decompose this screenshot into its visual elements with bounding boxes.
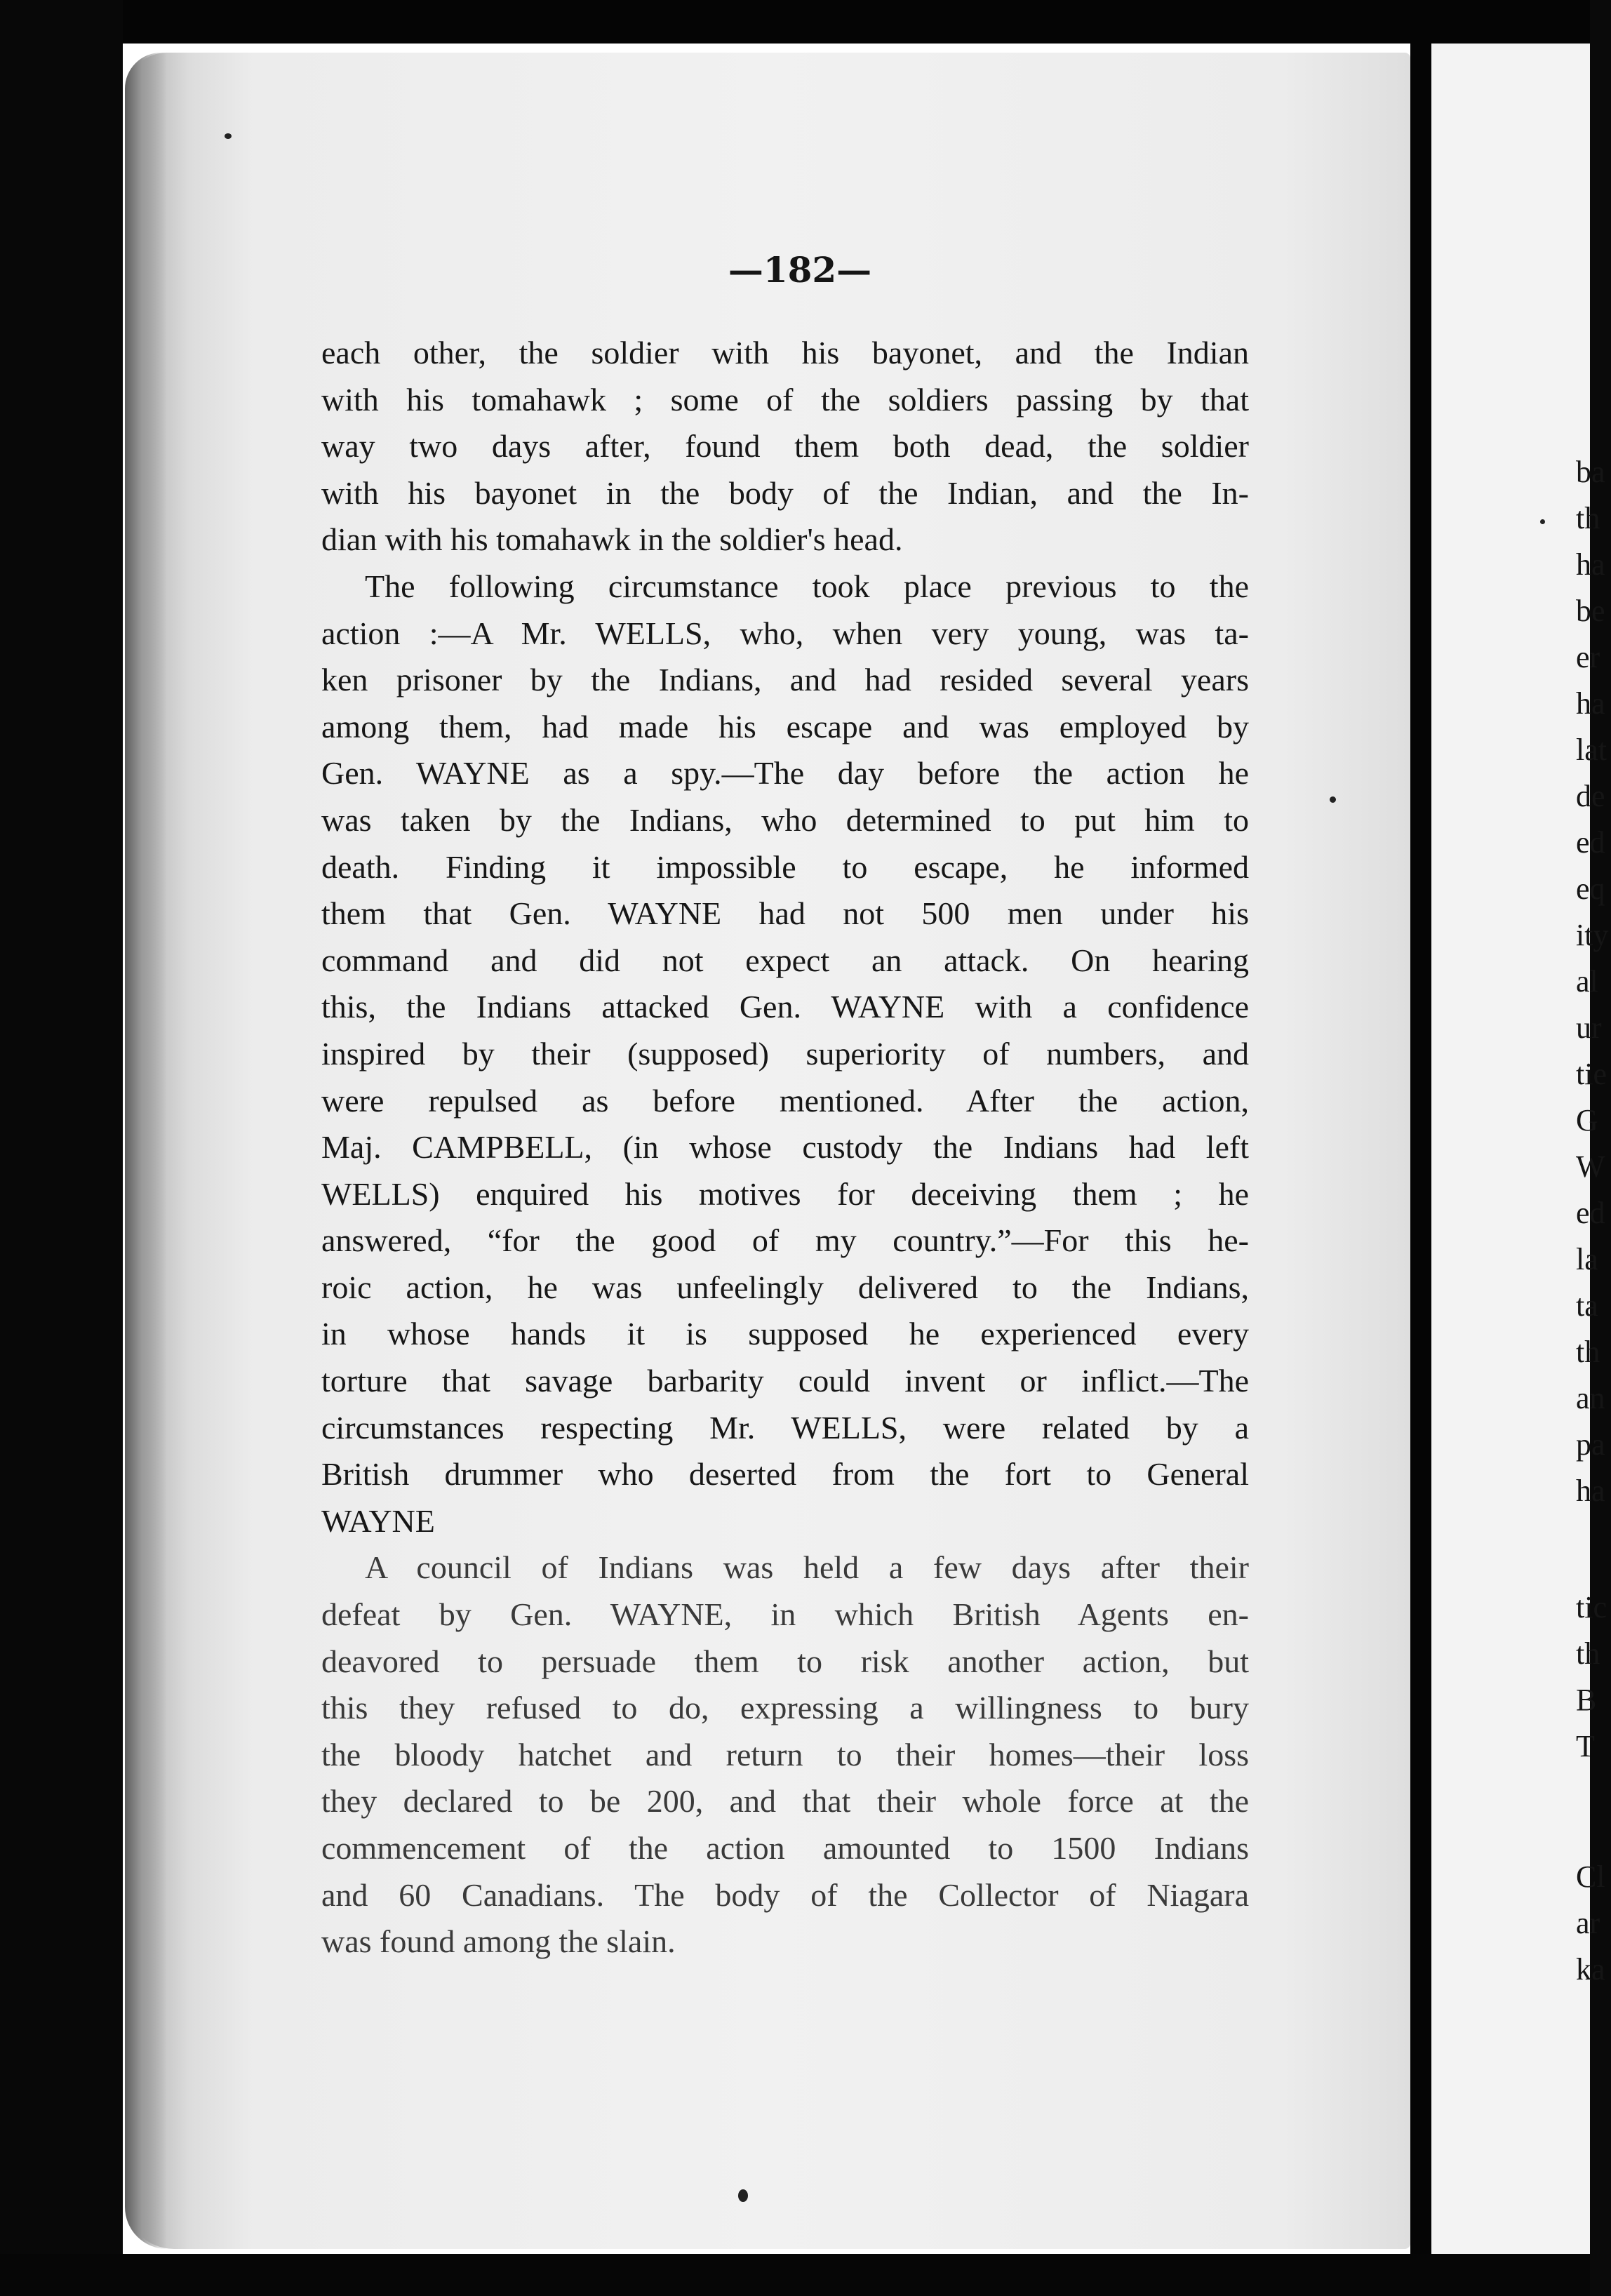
fragment: ed	[1576, 1196, 1605, 1230]
text-line: them that Gen. WAYNE had not 500 men under his	[321, 895, 1249, 932]
text-line: deavored to persuade them to risk another action, but	[321, 1643, 1249, 1679]
fragment: ha	[1576, 547, 1605, 582]
fragment: ha	[1576, 686, 1605, 721]
film-border-left	[0, 0, 123, 2296]
fragment: ed	[1576, 825, 1605, 860]
text-line: was taken by the Indians, who determined to put him to	[321, 801, 1249, 838]
text-line: was found among the slain.	[321, 1923, 676, 1960]
text-line: in whose hands it is supposed he experienced every	[321, 1316, 1249, 1352]
fragment: G	[1576, 1103, 1598, 1137]
fragment-gap	[1576, 1770, 1611, 1854]
text-line: and 60 Canadians. The body of the Collector of Niagara	[321, 1876, 1249, 1913]
ink-speck	[225, 133, 232, 139]
text-line: way two days after, found them both dead, the soldier	[321, 428, 1249, 465]
text-line: WELLS) enquired his motives for deceiving them ; he	[321, 1175, 1249, 1212]
fragment: W	[1576, 1149, 1605, 1184]
text-line: inspired by their (supposed) superiority of numbers, and	[321, 1035, 1249, 1072]
fragment: th	[1576, 1636, 1600, 1671]
book-gutter	[1410, 44, 1431, 2254]
text-line: Gen. WAYNE as a spy.—The day before the action he	[321, 755, 1249, 792]
text-line: A council of Indians was held a few days after their	[365, 1549, 1249, 1586]
text-line: with his bayonet in the body of the Indian, and the In-	[321, 474, 1249, 511]
fragment: an	[1576, 1381, 1605, 1415]
text-line: ken prisoner by the Indians, and had resided several years	[321, 662, 1249, 698]
fragment: la	[1576, 1242, 1598, 1276]
body-text	[321, 330, 1249, 1965]
ink-speck	[738, 2189, 748, 2202]
fragment: Cl	[1576, 1860, 1605, 1894]
page-curl-shadow	[125, 53, 167, 2249]
text-line: command and did not expect an attack. On hearing	[321, 942, 1249, 978]
fragment: lat	[1576, 733, 1607, 767]
fragment: ba	[1576, 455, 1605, 489]
ink-speck	[1540, 519, 1545, 524]
text-line: circumstances respecting Mr. WELLS, were related by a	[321, 1409, 1249, 1446]
next-page-text-fragments	[1576, 449, 1611, 1993]
fragment: pa	[1576, 1427, 1605, 1462]
fragment: th	[1576, 501, 1600, 535]
text-line: death. Finding it impossible to escape, he informed	[321, 848, 1249, 885]
fragment: ka	[1576, 1952, 1605, 1987]
text-line: the bloody hatchet and return to their homes—their loss	[321, 1736, 1249, 1773]
fragment: tie	[1576, 1057, 1607, 1091]
text-line: each other, the soldier with his bayonet, and the Indian	[321, 335, 1249, 371]
fragment: de	[1576, 779, 1605, 813]
text-line: commencement of the action amounted to 1500 Indians	[321, 1830, 1249, 1866]
fragment: B	[1576, 1683, 1597, 1717]
text-line: action :—A Mr. WELLS, who, when very young, was ta-	[321, 615, 1249, 651]
text-line: Maj. CAMPBELL, (in whose custody the Indians had left	[321, 1129, 1249, 1166]
book-page-right-fragment	[1431, 44, 1590, 2254]
fragment: tic	[1576, 1590, 1607, 1624]
text-line: WAYNE	[321, 1502, 435, 1539]
fragment: be	[1576, 594, 1605, 628]
fragment: ity	[1576, 918, 1609, 952]
fragment: eq	[1576, 872, 1605, 906]
text-line: with his tomahawk ; some of the soldiers passing by that	[321, 381, 1249, 418]
text-line: dian with his tomahawk in the soldier's head.	[321, 521, 903, 558]
fragment: ta	[1576, 1288, 1598, 1323]
page-number: —182—	[728, 249, 872, 291]
film-border-bottom	[0, 2254, 1611, 2296]
fragment: ur	[1576, 1010, 1602, 1045]
text-line: defeat by Gen. WAYNE, in which British Agents en-	[321, 1596, 1249, 1633]
text-line: British drummer who deserted from the fort to General	[321, 1456, 1249, 1493]
text-line: they declared to be 200, and that their whole force at the	[321, 1783, 1249, 1820]
text-line: roic action, he was unfeelingly delivered to the Indians,	[321, 1269, 1249, 1305]
text-line: answered, “for the good of my country.”—For this he-	[321, 1222, 1249, 1259]
text-line: this they refused to do, expressing a willingness to bury	[321, 1690, 1249, 1726]
fragment: ar	[1576, 1906, 1600, 1940]
text-line: The following circumstance took place previous to the	[365, 568, 1249, 604]
text-line: this, the Indians attacked Gen. WAYNE with a confidence	[321, 989, 1249, 1025]
fragment-gap	[1576, 1514, 1611, 1584]
fragment: ha	[1576, 1474, 1605, 1508]
text-line: torture that savage barbarity could invent or inflict.—The	[321, 1363, 1249, 1399]
fragment: T	[1576, 1729, 1595, 1763]
fragment: al	[1576, 964, 1598, 999]
text-line: among them, had made his escape and was employed by	[321, 708, 1249, 745]
text-line: were repulsed as before mentioned. After the action,	[321, 1082, 1249, 1119]
film-border-top	[0, 0, 1611, 44]
fragment: er	[1576, 640, 1600, 674]
fragment: th	[1576, 1335, 1600, 1369]
ink-speck	[1330, 796, 1336, 803]
